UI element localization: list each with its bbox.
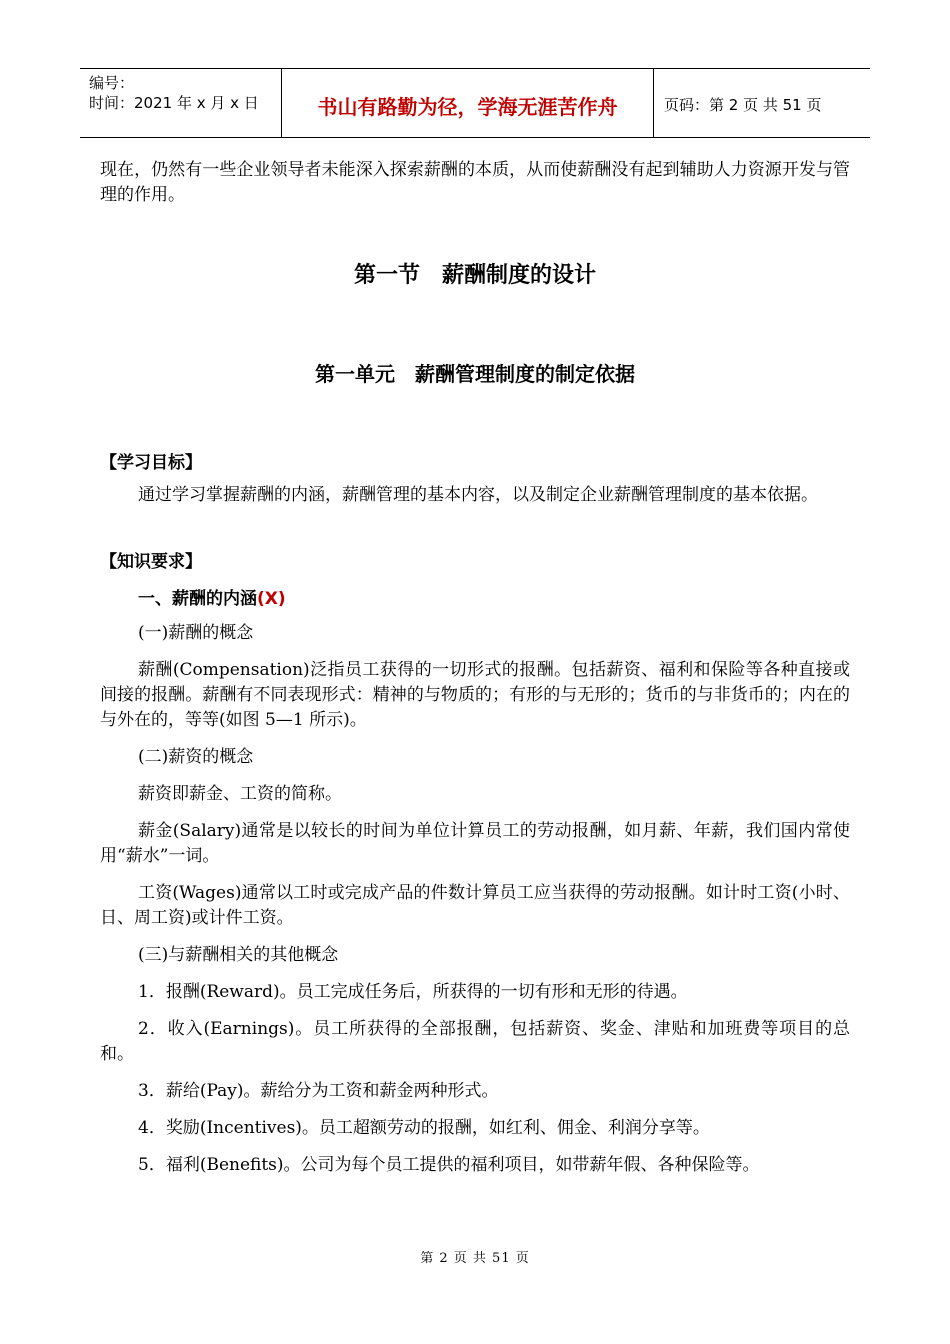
header-date: 时间：2021 年 x 月 x 日 [89,94,259,112]
header-meta-cell [80,69,282,137]
header-number: 编号： [89,74,135,92]
paragraph: (二)薪资的概念 [138,747,254,767]
list-item: 5．福利(Benefits)。公司为每个员工提供的福利项目，如带薪年假、各种保险等。 [138,1155,760,1175]
unit-title: 第一单元 薪酬管理制度的制定依据 [315,362,635,386]
paragraph: (一)薪酬的概念 [138,623,254,643]
list-item: 3．薪给(Pay)。薪给分为工资和薪金两种形式。 [138,1081,499,1101]
section-title: 第一节 薪酬制度的设计 [353,263,596,288]
header-page-info: 页码：第 2 页 共 51 页 [664,95,822,114]
sub-heading-mark: (X) [257,589,286,609]
paragraph: 薪金(Salary)通常是以较长的时间为单位计算员工的劳动报酬，如月薪、年薪，我们国内常使用“薪水”一词。 [100,821,850,866]
list-item: 1．报酬(Reward)。员工完成任务后，所获得的一切有形和无形的待遇。 [138,982,688,1002]
knowledge-label: 【知识要求】 [100,552,202,572]
paragraph: 工资(Wages)通常以工时或完成产品的件数计算员工应当获得的劳动报酬。如计时工资(小时、日、周工资)或计件工资。 [100,883,850,928]
paragraph: 薪资即薪金、工资的简称。 [138,784,342,804]
header-table [80,68,870,138]
page-footer: 第 2 页 共 51 页 [420,1251,530,1266]
sub-heading: 一、薪酬的内涵 [138,589,257,609]
header-motto: 书山有路勤为径，学海无涯苦作舟 [282,69,654,137]
paragraph: (三)与薪酬相关的其他概念 [138,945,339,965]
learning-goal-text: 通过学习掌握薪酬的内涵，薪酬管理的基本内容，以及制定企业薪酬管理制度的基本依据。 [138,485,818,505]
paragraph: 薪酬(Compensation)泛指员工获得的一切形式的报酬。包括薪资、福利和保险等各种直接或间接的报酬。薪酬有不同表现形式：精神的与物质的；有形的与无形的；货币的与非货币的；内在的与外在的，等等(如图 5—1 所示)。 [100,660,850,730]
learning-goal-label: 【学习目标】 [100,453,202,473]
list-item: 4．奖励(Incentives)。员工超额劳动的报酬，如红利、佣金、利润分享等。 [138,1118,710,1138]
list-item: 2．收入(Earnings)。员工所获得的全部报酬，包括薪资、奖金、津贴和加班费等项目的总和。 [100,1019,850,1064]
intro-paragraph: 现在，仍然有一些企业领导者未能深入探索薪酬的本质，从而使薪酬没有起到辅助人力资源开发与管理的作用。 [100,160,850,205]
sub-heading-row [100,584,850,609]
